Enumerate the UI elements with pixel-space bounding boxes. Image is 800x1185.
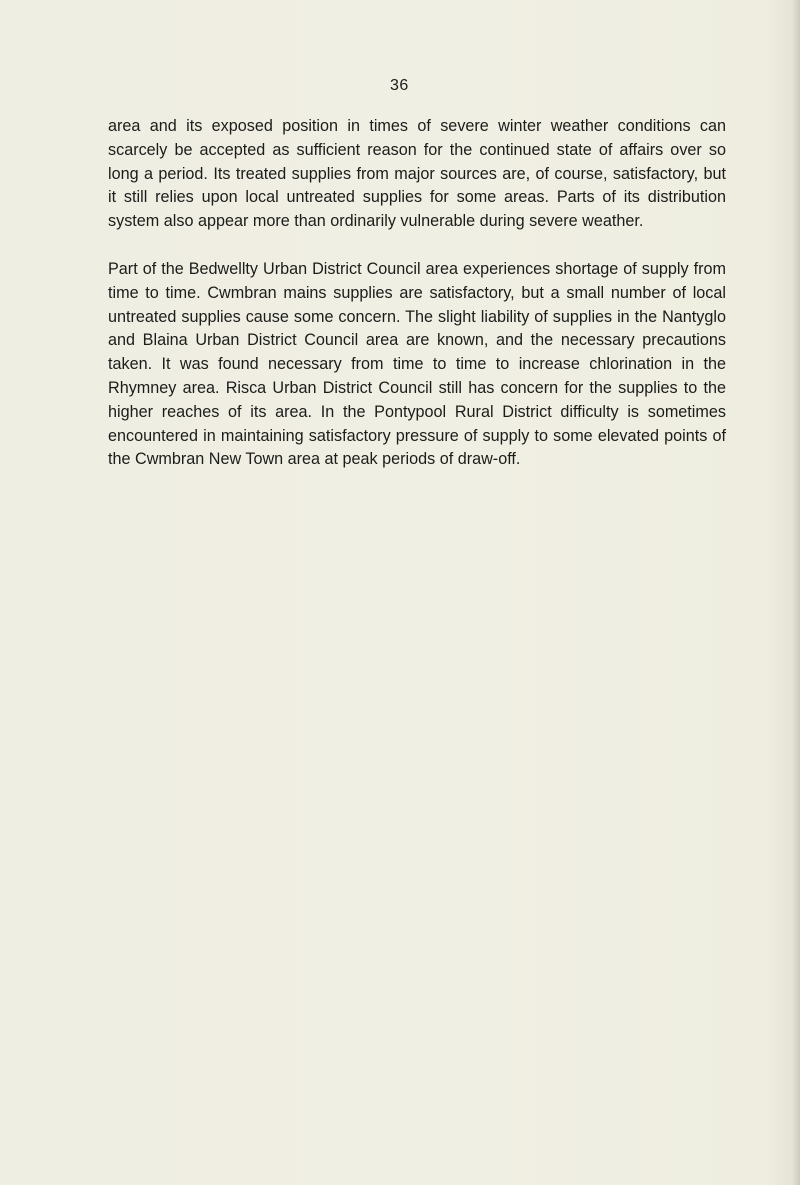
- page-number: 36: [390, 77, 409, 94]
- paragraph: Part of the Bedwellty Urban District Council area experiences shortage of supply from time to time. Cwmbran mains supplies are satisfactory, but a small number of local untreated supplies cause some concern. The slight liability of supplies in the Nantyglo and Blaina Urban District Council area are known, and the necessary precautions taken. It was found necessary from time to time to increase chlorination in the Rhymney area. Risca Urban District Council still has concern for the supplies to the higher reaches of its area. In the Pontypool Rural District difficulty is sometimes encountered in maintaining satisfactory pressure of supply to some elevated points of the Cwmbran New Town area at peak periods of draw-off.: [108, 259, 726, 469]
- body-text: [108, 115, 726, 472]
- page-edge-shadow: [792, 0, 800, 1185]
- paragraph: area and its exposed position in times of severe winter weather conditions can scarcely be accepted as sufficient reason for the continued state of affairs over so long a period. Its treated supplies from major sources are, of course, satisfactory, but it still relies upon local untreated supplies for some areas. Parts of its distribution system also appear more than ordinarily vulnerable during severe weather.: [108, 117, 726, 231]
